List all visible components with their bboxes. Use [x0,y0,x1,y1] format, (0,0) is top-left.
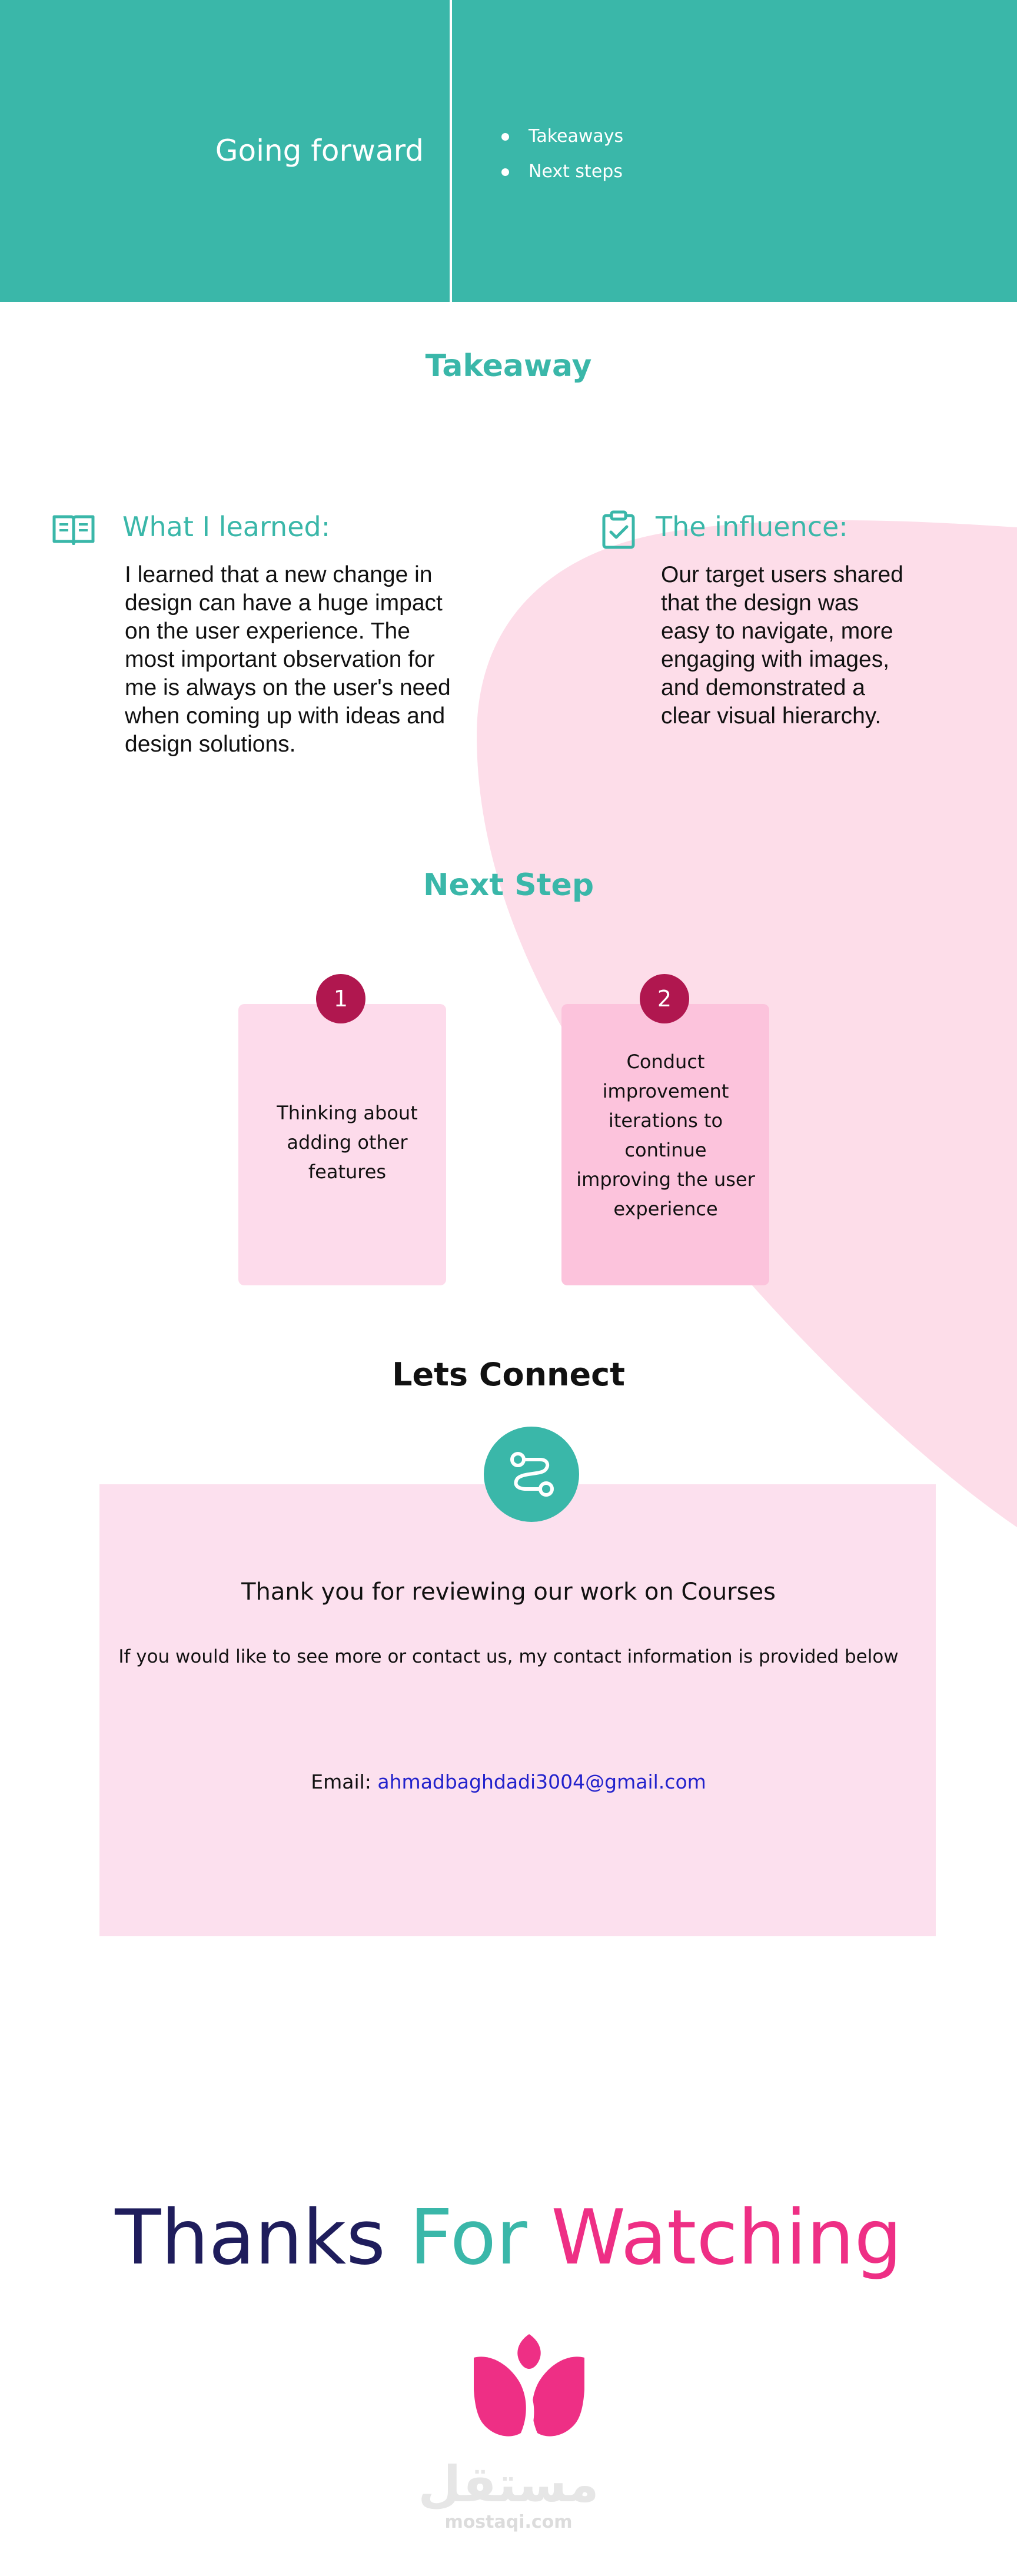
learned-line: on the user experience. The [125,619,410,644]
clipboard-check-icon [601,510,636,550]
email-link[interactable]: ahmadbaghdadi3004@gmail.com [377,1770,706,1793]
tulip-logo-icon [474,2334,584,2446]
influence-line: easy to navigate, more [661,619,893,644]
logo-latin-text: mostaqi.com [444,2512,573,2532]
header-item-next-steps: Next steps [501,157,623,192]
route-badge [484,1427,579,1522]
header-item-takeaways: Takeaways [501,122,623,157]
learned-line: most important observation for [125,647,435,672]
influence-heading: The influence: [656,511,848,543]
learned-text [125,561,451,759]
book-icon [52,513,95,545]
step-text-2 [565,1047,766,1224]
learned-line: me is always on the user's need [125,675,451,700]
closing-title [0,2193,1017,2284]
closing-word-watching: Watching [551,2194,902,2282]
logo-arabic-text: مستقل [418,2455,599,2513]
email-line [0,1770,1017,1793]
influence-line: clear visual hierarchy. [661,703,882,729]
contact-info-text: If you would like to see more or contact us, my contact information is provided below [118,1646,899,1667]
next-step-title: Next Step [423,867,594,903]
step-number-1: 1 [316,974,365,1023]
influence-text [661,561,903,730]
influence-line: engaging with images, [661,647,890,672]
influence-line: and demonstrated a [661,675,865,700]
step-number-2: 2 [640,974,689,1023]
influence-line: Our target users shared [661,562,903,587]
connect-title: Lets Connect [392,1356,625,1393]
learned-heading: What I learned: [122,511,331,543]
step-line: experience [613,1198,718,1220]
step-line: continue [624,1139,707,1161]
step-line: features [308,1161,387,1183]
step-line: adding other [287,1131,408,1154]
route-icon [484,1427,579,1522]
header-title: Going forward [215,134,424,168]
influence-line: that the design was [661,590,859,616]
learned-line: I learned that a new change in [125,562,433,587]
takeaway-title: Takeaway [425,348,592,384]
learned-line: when coming up with ideas and [125,703,446,729]
closing-word-for: For [409,2194,527,2282]
contact-box [99,1484,936,1936]
step-line: Thinking about [277,1102,418,1124]
step-text-1 [268,1098,427,1186]
thank-you-text: Thank you for reviewing our work on Courses [241,1578,776,1606]
step-line: Conduct [626,1051,705,1073]
email-label: Email: [311,1770,371,1793]
step-line: improving the user [576,1168,755,1191]
step-line: improvement [602,1080,729,1102]
learned-line: design solutions. [125,732,296,757]
closing-word-thanks: Thanks [115,2194,385,2282]
learned-line: design can have a huge impact [125,590,443,616]
step-line: iterations to [608,1109,723,1132]
